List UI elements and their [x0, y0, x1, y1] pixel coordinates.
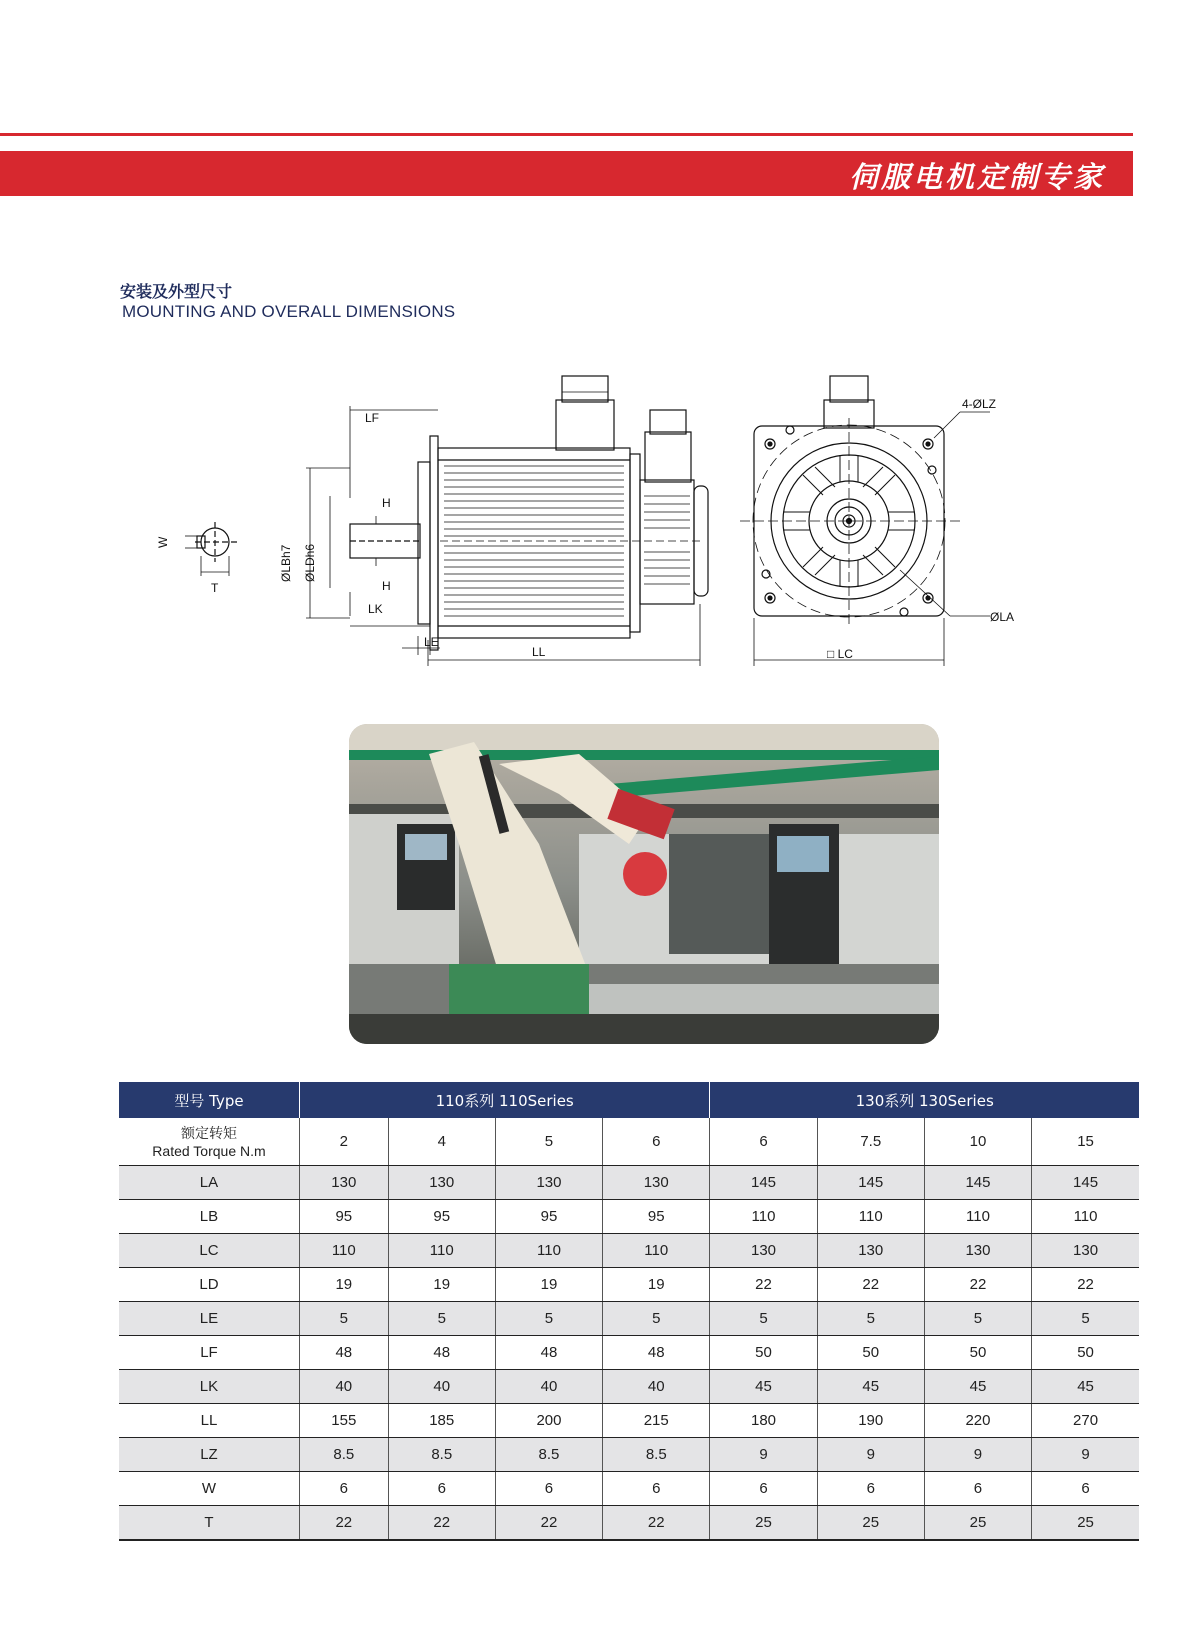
torque-cell: 10: [924, 1118, 1031, 1166]
table-cell: 5: [388, 1302, 495, 1336]
table-row: [119, 1166, 1139, 1200]
section-title-cn: 安装及外型尺寸: [120, 282, 233, 301]
table-cell: 50: [924, 1336, 1031, 1370]
section-title-en: MOUNTING AND OVERALL DIMENSIONS: [122, 302, 456, 321]
table-cell: 45: [1032, 1370, 1139, 1404]
table-cell: 5: [924, 1302, 1031, 1336]
row-label: LD: [119, 1268, 299, 1302]
table-cell: 40: [603, 1370, 710, 1404]
series-110-header: 110系列 110Series: [299, 1082, 709, 1118]
table-cell: 8.5: [603, 1438, 710, 1472]
torque-cell: 5: [495, 1118, 602, 1166]
label-w: W: [156, 536, 170, 548]
table-cell: 110: [924, 1200, 1031, 1234]
table-cell: 5: [817, 1302, 924, 1336]
table-row: [119, 1200, 1139, 1234]
row-label: LK: [119, 1370, 299, 1404]
table-cell: 110: [1032, 1200, 1139, 1234]
table-cell: 25: [817, 1506, 924, 1541]
table-row: [119, 1438, 1139, 1472]
table-cell: 6: [924, 1472, 1031, 1506]
table-row: [119, 1268, 1139, 1302]
table-cell: 110: [495, 1234, 602, 1268]
row-label: LL: [119, 1404, 299, 1438]
table-cell: 185: [388, 1404, 495, 1438]
table-cell: 25: [710, 1506, 817, 1541]
table-cell: 50: [817, 1336, 924, 1370]
table-cell: 50: [710, 1336, 817, 1370]
table-cell: 110: [603, 1234, 710, 1268]
table-header-row: [119, 1082, 1139, 1118]
row-label: LA: [119, 1166, 299, 1200]
table-cell: 155: [299, 1404, 388, 1438]
label-la: ØLA: [990, 610, 1015, 624]
table-cell: 9: [1032, 1438, 1139, 1472]
table-cell: 95: [388, 1200, 495, 1234]
table-cell: 6: [1032, 1472, 1139, 1506]
label-t: T: [211, 581, 219, 595]
table-cell: 22: [603, 1506, 710, 1541]
table-cell: 145: [710, 1166, 817, 1200]
dimension-drawing: [140, 370, 1060, 690]
table-cell: 110: [817, 1200, 924, 1234]
row-label: LC: [119, 1234, 299, 1268]
table-cell: 270: [1032, 1404, 1139, 1438]
table-cell: 8.5: [495, 1438, 602, 1472]
torque-cell: 2: [299, 1118, 388, 1166]
table-cell: 145: [817, 1166, 924, 1200]
table-row: [119, 1370, 1139, 1404]
table-cell: 95: [603, 1200, 710, 1234]
factory-robot-photo: [349, 724, 939, 1044]
torque-row: [119, 1118, 1139, 1166]
type-header: 型号 Type: [119, 1082, 299, 1118]
table-cell: 200: [495, 1404, 602, 1438]
table-cell: 22: [710, 1268, 817, 1302]
motor-front-view: [740, 376, 990, 666]
table-cell: 110: [710, 1200, 817, 1234]
table-cell: 45: [710, 1370, 817, 1404]
row-label: W: [119, 1472, 299, 1506]
label-lz: 4-ØLZ: [962, 397, 997, 411]
table-cell: 22: [1032, 1268, 1139, 1302]
torque-cell: 4: [388, 1118, 495, 1166]
table-row: [119, 1506, 1139, 1541]
table-cell: 8.5: [388, 1438, 495, 1472]
label-lk: LK: [368, 602, 383, 616]
table-cell: 22: [299, 1506, 388, 1541]
table-row: [119, 1234, 1139, 1268]
label-h-bottom: H: [382, 579, 391, 593]
table-row: [119, 1404, 1139, 1438]
table-cell: 19: [388, 1268, 495, 1302]
banner-title: 伺服电机定制专家: [848, 160, 1105, 194]
torque-cell: 6: [710, 1118, 817, 1166]
table-row: [119, 1336, 1139, 1370]
row-label: T: [119, 1506, 299, 1541]
label-le: LE: [424, 635, 439, 649]
table-cell: 6: [603, 1472, 710, 1506]
table-cell: 95: [299, 1200, 388, 1234]
torque-cell: 15: [1032, 1118, 1139, 1166]
table-cell: 5: [495, 1302, 602, 1336]
table-cell: 145: [924, 1166, 1031, 1200]
table-cell: 19: [495, 1268, 602, 1302]
table-cell: 6: [299, 1472, 388, 1506]
robot-arm-cnc-photo-icon: [349, 724, 939, 1044]
series-130-header: 130系列 130Series: [710, 1082, 1139, 1118]
table-cell: 9: [924, 1438, 1031, 1472]
top-red-rule: [0, 133, 1133, 136]
table-cell: 130: [1032, 1234, 1139, 1268]
table-cell: 48: [299, 1336, 388, 1370]
table-cell: 5: [1032, 1302, 1139, 1336]
table-cell: 48: [603, 1336, 710, 1370]
table-cell: 40: [299, 1370, 388, 1404]
table-cell: 9: [710, 1438, 817, 1472]
table-cell: 22: [817, 1268, 924, 1302]
table-cell: 5: [299, 1302, 388, 1336]
table-row: [119, 1472, 1139, 1506]
table-cell: 215: [603, 1404, 710, 1438]
label-lc: □ LC: [827, 647, 853, 661]
row-label: LB: [119, 1200, 299, 1234]
table-cell: 110: [388, 1234, 495, 1268]
table-cell: 110: [299, 1234, 388, 1268]
table-cell: 5: [710, 1302, 817, 1336]
table-cell: 130: [495, 1166, 602, 1200]
table-cell: 130: [299, 1166, 388, 1200]
label-lbh7: ØLBh7: [279, 544, 293, 582]
table-cell: 130: [924, 1234, 1031, 1268]
table-cell: 9: [817, 1438, 924, 1472]
table-cell: 190: [817, 1404, 924, 1438]
header-banner: [0, 151, 1133, 196]
table-cell: 45: [817, 1370, 924, 1404]
table-cell: 180: [710, 1404, 817, 1438]
table-cell: 130: [817, 1234, 924, 1268]
torque-label: [119, 1118, 299, 1166]
table-cell: 40: [388, 1370, 495, 1404]
table-cell: 130: [603, 1166, 710, 1200]
table-cell: 6: [495, 1472, 602, 1506]
row-label: LE: [119, 1302, 299, 1336]
table-cell: 50: [1032, 1336, 1139, 1370]
table-cell: 6: [388, 1472, 495, 1506]
table-cell: 95: [495, 1200, 602, 1234]
row-label: LF: [119, 1336, 299, 1370]
table-cell: 25: [924, 1506, 1031, 1541]
table-cell: 130: [388, 1166, 495, 1200]
table-cell: 19: [299, 1268, 388, 1302]
table-cell: 130: [710, 1234, 817, 1268]
table-cell: 22: [924, 1268, 1031, 1302]
shaft-section: [185, 522, 237, 576]
torque-cell: 6: [603, 1118, 710, 1166]
table-cell: 220: [924, 1404, 1031, 1438]
table-cell: 8.5: [299, 1438, 388, 1472]
torque-label-en: Rated Torque N.m: [152, 1142, 266, 1159]
table-cell: 22: [388, 1506, 495, 1541]
table-cell: 25: [1032, 1506, 1139, 1541]
label-ldh6: ØLDh6: [303, 543, 317, 582]
table-cell: 5: [603, 1302, 710, 1336]
label-ll: LL: [532, 645, 546, 659]
torque-label-cn: 额定转矩: [180, 1124, 237, 1141]
table-row: [119, 1302, 1139, 1336]
table-cell: 6: [817, 1472, 924, 1506]
table-cell: 48: [388, 1336, 495, 1370]
table-cell: 48: [495, 1336, 602, 1370]
label-lf: LF: [365, 411, 380, 425]
table-cell: 22: [495, 1506, 602, 1541]
specs-table: [119, 1082, 1139, 1541]
torque-cell: 7.5: [817, 1118, 924, 1166]
row-label: LZ: [119, 1438, 299, 1472]
table-cell: 19: [603, 1268, 710, 1302]
table-cell: 40: [495, 1370, 602, 1404]
table-cell: 6: [710, 1472, 817, 1506]
table-cell: 145: [1032, 1166, 1139, 1200]
label-h-top: H: [382, 496, 391, 510]
table-cell: 45: [924, 1370, 1031, 1404]
